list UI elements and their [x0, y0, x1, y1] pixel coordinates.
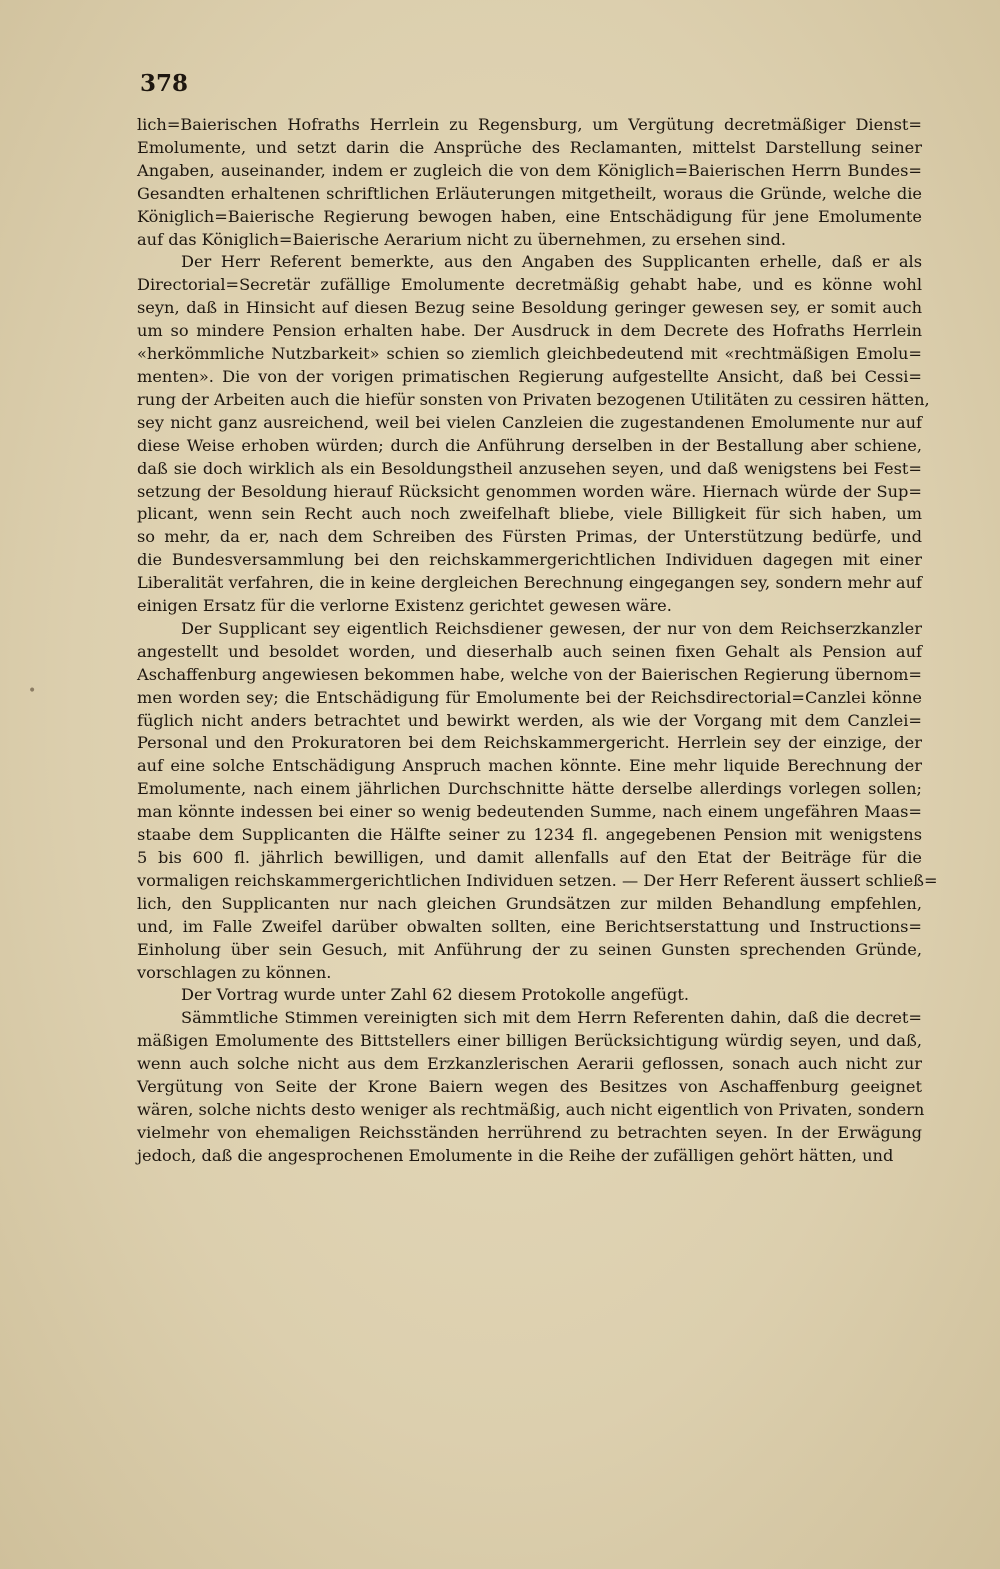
text-line: 5 bis 600 fl. jährlich bewilligen, und damit allenfalls auf den Etat der Beiträge für die	[137, 848, 922, 867]
text-line: Vergütung von Seite der Krone Baiern wegen des Besitzes von Aschaffenburg geeignet	[137, 1077, 922, 1097]
text-line: Liberalität verfahren, die in keine dergleichen Berechnung eingegangen sey, sondern mehr auf	[137, 573, 922, 593]
text-line: setzung der Besoldung hierauf Rücksicht genommen worden wäre. Hiernach würde der Sup=	[137, 481, 922, 501]
text-line: plicant, wenn sein Recht auch noch zweifelhaft bliebe, viele Billigkeit für sich haben, um	[137, 504, 922, 524]
text-line: wenn auch solche nicht aus dem Erzkanzlerischen Aerarii geflossen, sonach auch nicht zur	[137, 1054, 922, 1074]
text-line: lich, den Supplicanten nur nach gleichen Grundsätzen zur milden Behandlung empfehlen,	[137, 893, 922, 913]
text-line: Aschaffenburg angewiesen bekommen habe, welche von der Baierischen Regierung übernom=	[137, 664, 922, 684]
text-line: menten». Die von der vorigen primatischen Regierung aufgestellte Ansicht, daß bei Cessi=	[137, 366, 922, 386]
margin-mark: •	[28, 683, 37, 699]
paragraph-p1	[137, 114, 922, 251]
text-line: seyn, daß in Hinsicht auf diesen Bezug seine Besoldung geringer gewesen sey, er somit auch	[137, 298, 922, 318]
text-line: daß sie doch wirklich als ein Besoldungstheil anzusehen seyen, und daß wenigstens bei Fest=	[137, 458, 922, 478]
text-line: Gesandten erhaltenen schriftlichen Erläuterungen mitgetheilt, woraus die Gründe, welche die	[137, 183, 922, 203]
paragraph-p3	[137, 618, 938, 985]
text-line: vormaligen reichskammergerichtlichen Individuen setzen. — Der Herr Referent äussert schließ=	[137, 870, 938, 890]
text-line: rung der Arbeiten auch die hiefür sonsten von Privaten bezogenen Utilitäten zu cessiren hätten,	[137, 389, 930, 409]
text-line: einigen Ersatz für die verlorne Existenz gerichtet gewesen wäre.	[137, 596, 672, 616]
text-line: Der Herr Referent bemerkte, aus den Angaben des Supplicanten erhelle, daß er als	[181, 252, 922, 272]
text-line: man könnte indessen bei einer so wenig bedeutenden Summe, nach einem ungefähren Maas=	[137, 802, 922, 822]
text-line: Personal und den Prokuratoren bei dem Reichskammergericht. Herrlein sey der einzige, der	[137, 733, 922, 753]
text-line: diese Weise erhoben würden; durch die Anführung derselben in der Bestallung aber schiene,	[137, 435, 922, 455]
text-line: auf das Königlich=Baierische Aerarium nicht zu übernehmen, zu ersehen sind.	[137, 229, 787, 249]
text-line: Emolumente, und setzt darin die Ansprüche des Reclamanten, mittelst Darstellung seiner	[137, 137, 922, 157]
text-line: Einholung über sein Gesuch, mit Anführung der zu seinen Gunsten sprechenden Gründe,	[137, 939, 922, 959]
paragraph-p5	[137, 1007, 925, 1167]
text-line: Der Vortrag wurde unter Zahl 62 diesem Protokolle angefügt.	[181, 985, 690, 1005]
text-line: vorschlagen zu können.	[137, 962, 332, 982]
text-line: Der Supplicant sey eigentlich Reichsdiener gewesen, der nur von dem Reichserzkanzler	[181, 618, 922, 638]
text-line: Sämmtliche Stimmen vereinigten sich mit dem Herrn Referenten dahin, daß die decret=	[181, 1008, 922, 1028]
text-line: füglich nicht anders betrachtet und bewirkt werden, als wie der Vorgang mit dem Canzlei=	[137, 710, 922, 730]
page-body	[137, 114, 938, 1168]
text-line: um so mindere Pension erhalten habe. Der Ausdruck in dem Decrete des Hofraths Herrlein	[137, 321, 922, 341]
text-line: die Bundesversammlung bei den reichskammergerichtlichen Individuen dagegen mit einer	[137, 550, 922, 570]
text-line: so mehr, da er, nach dem Schreiben des Fürsten Primas, der Unterstützung bedürfe, und	[137, 527, 922, 547]
text-line: auf eine solche Entschädigung Anspruch machen könnte. Eine mehr liquide Berechnung der	[137, 756, 922, 776]
paragraph-p4	[137, 984, 922, 1007]
text-line: Angaben, auseinander, indem er zugleich die von dem Königlich=Baierischen Herrn Bundes=	[137, 160, 922, 180]
text-line: staabe dem Supplicanten die Hälfte seiner zu 1234 fl. angegebenen Pension mit wenigstens	[137, 825, 922, 845]
text-line: und, im Falle Zweifel darüber obwalten sollten, eine Berichtserstattung und Instructions=	[137, 916, 922, 936]
text-line: mäßigen Emolumente des Bittstellers einer billigen Berücksichtigung würdig seyen, und daß,	[137, 1031, 922, 1051]
text-line: lich=Baierischen Hofraths Herrlein zu Regensburg, um Vergütung decretmäßiger Dienst=	[137, 115, 922, 134]
text-line: wären, solche nichts desto weniger als rechtmäßig, auch nicht eigentlich von Privaten, sondern	[137, 1099, 925, 1119]
text-line: men worden sey; die Entschädigung für Emolumente bei der Reichsdirectorial=Canzlei könne	[137, 687, 922, 707]
text-line: jedoch, daß die angesprochenen Emolumente in die Reihe der zufälligen gehört hätten, und	[137, 1145, 894, 1165]
text-line: Königlich=Baierische Regierung bewogen haben, eine Entschädigung für jene Emolumente	[137, 206, 922, 226]
text-line: sey nicht ganz ausreichend, weil bei vielen Canzleien die zugestandenen Emolumente nur auf	[137, 412, 922, 432]
text-line: vielmehr von ehemaligen Reichsständen herrührend zu betrachten seyen. In der Erwägung	[137, 1122, 922, 1142]
paragraph-p2	[137, 251, 930, 618]
text-line: Emolumente, nach einem jährlichen Durchschnitte hätte derselbe allerdings vorlegen sollen;	[137, 779, 922, 799]
text-line: «herkömmliche Nutzbarkeit» schien so ziemlich gleichbedeutend mit «rechtmäßigen Emolu=	[137, 344, 922, 364]
text-line: Directorial=Secretär zufällige Emolumente decretmäßig gehabt habe, und es könne wohl	[137, 275, 922, 295]
text-line: angestellt und besoldet worden, und dieserhalb auch seinen fixen Gehalt als Pension auf	[137, 641, 922, 661]
page-number: 378	[140, 70, 189, 97]
